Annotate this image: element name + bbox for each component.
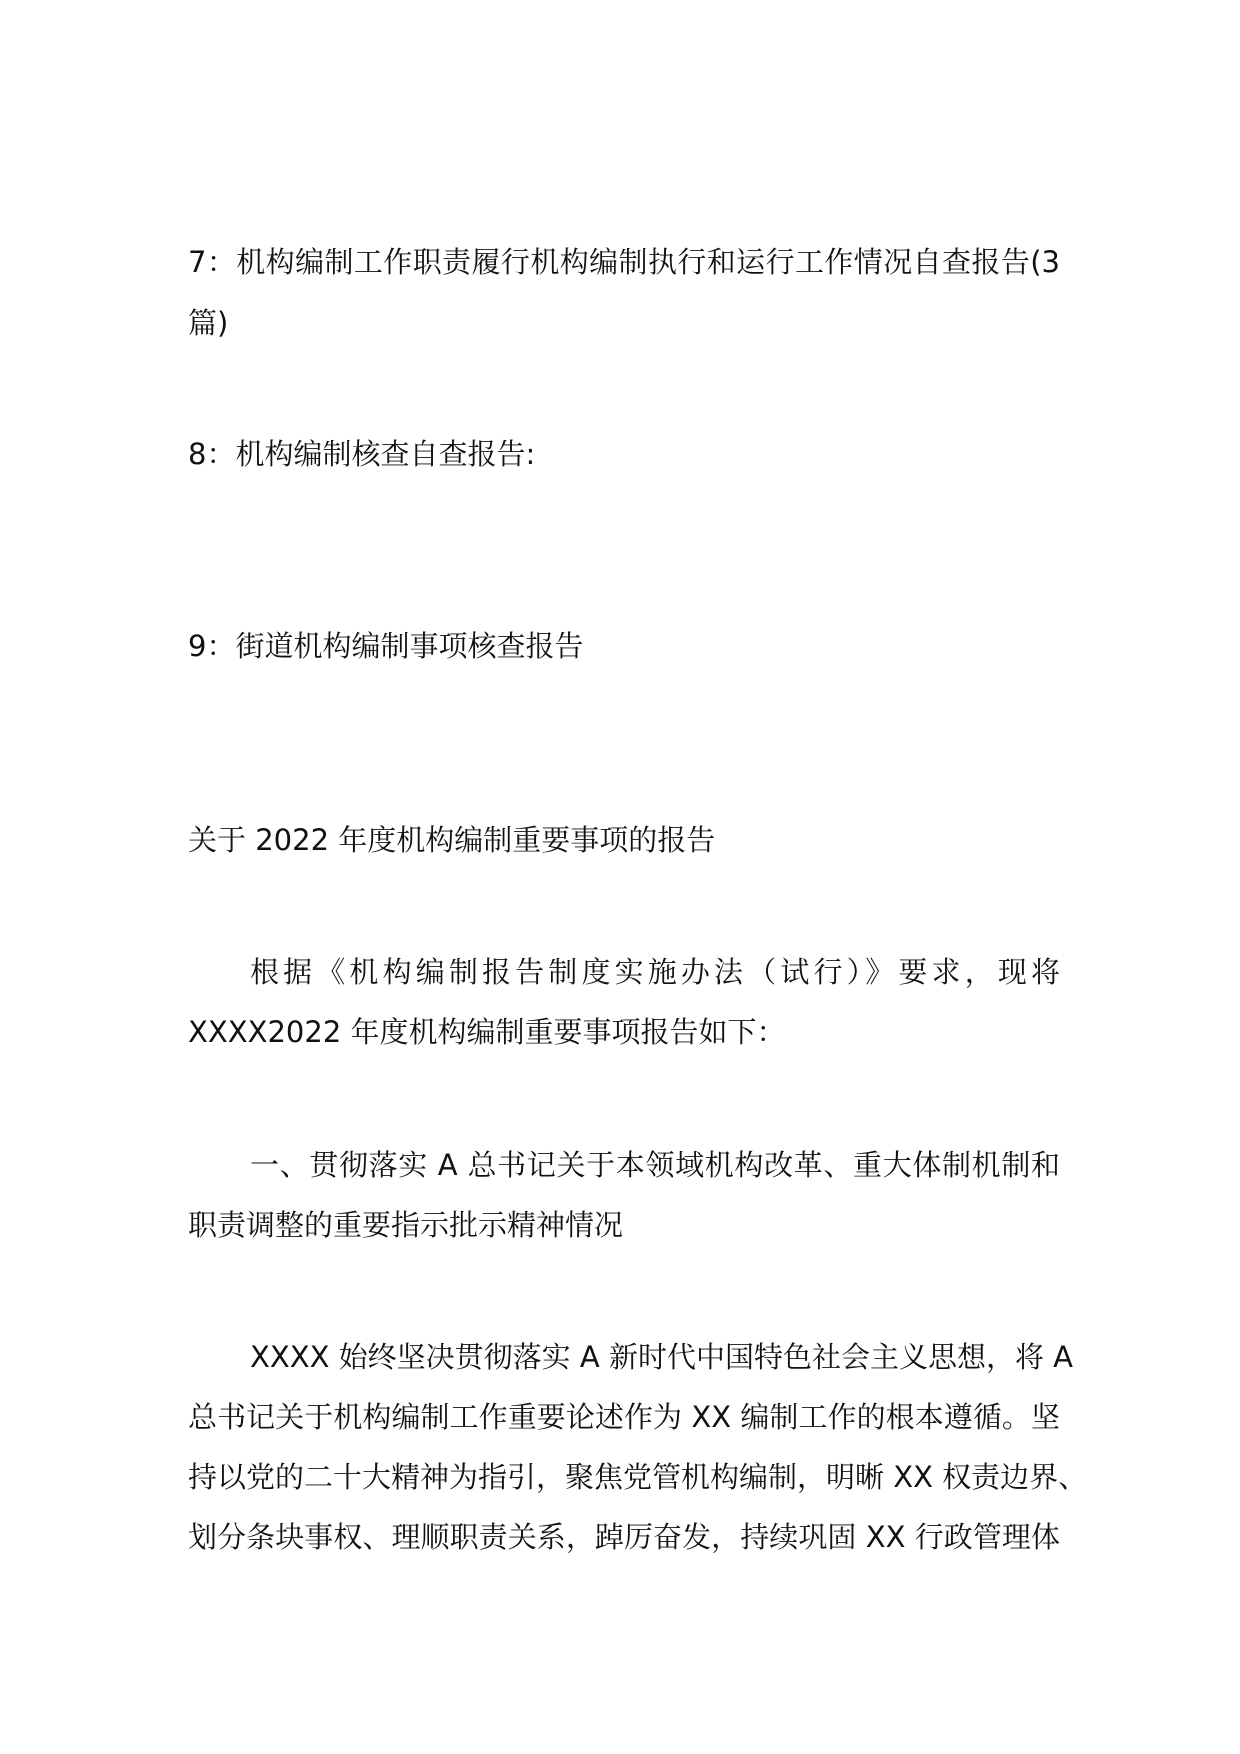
- list-item-7-line-1: 7：机构编制工作职责履行机构编制执行和运行工作情况自查报告(3: [188, 245, 1060, 279]
- body-paragraph-line-3: 持以党的二十大精神为指引，聚焦党管机构编制，明晰 XX 权责边界、: [188, 1460, 1088, 1494]
- list-item-7-line-2: 篇): [188, 306, 229, 340]
- section-1-heading-line-1: 一、贯彻落实 A 总书记关于本领域机构改革、重大体制机制和: [250, 1148, 1060, 1182]
- list-item-8: 8：机构编制核查自查报告:: [188, 437, 536, 471]
- body-paragraph-line-4: 划分条块事权、理顺职责关系，踔厉奋发，持续巩固 XX 行政管理体: [188, 1520, 1060, 1554]
- report-title: 关于 2022 年度机构编制重要事项的报告: [188, 823, 716, 857]
- body-paragraph-line-1: XXXX 始终坚决贯彻落实 A 新时代中国特色社会主义思想，将 A: [250, 1340, 1074, 1374]
- section-1-heading-line-2: 职责调整的重要指示批示精神情况: [188, 1208, 624, 1242]
- list-item-9: 9：街道机构编制事项核查报告: [188, 629, 584, 663]
- body-paragraph-line-2: 总书记关于机构编制工作重要论述作为 XX 编制工作的根本遵循。坚: [188, 1400, 1060, 1434]
- intro-paragraph-line-2: XXXX2022 年度机构编制重要事项报告如下：: [188, 1015, 786, 1049]
- intro-paragraph-line-1: 根据《机构编制报告制度实施办法（试行）》要求，现将: [250, 955, 1060, 989]
